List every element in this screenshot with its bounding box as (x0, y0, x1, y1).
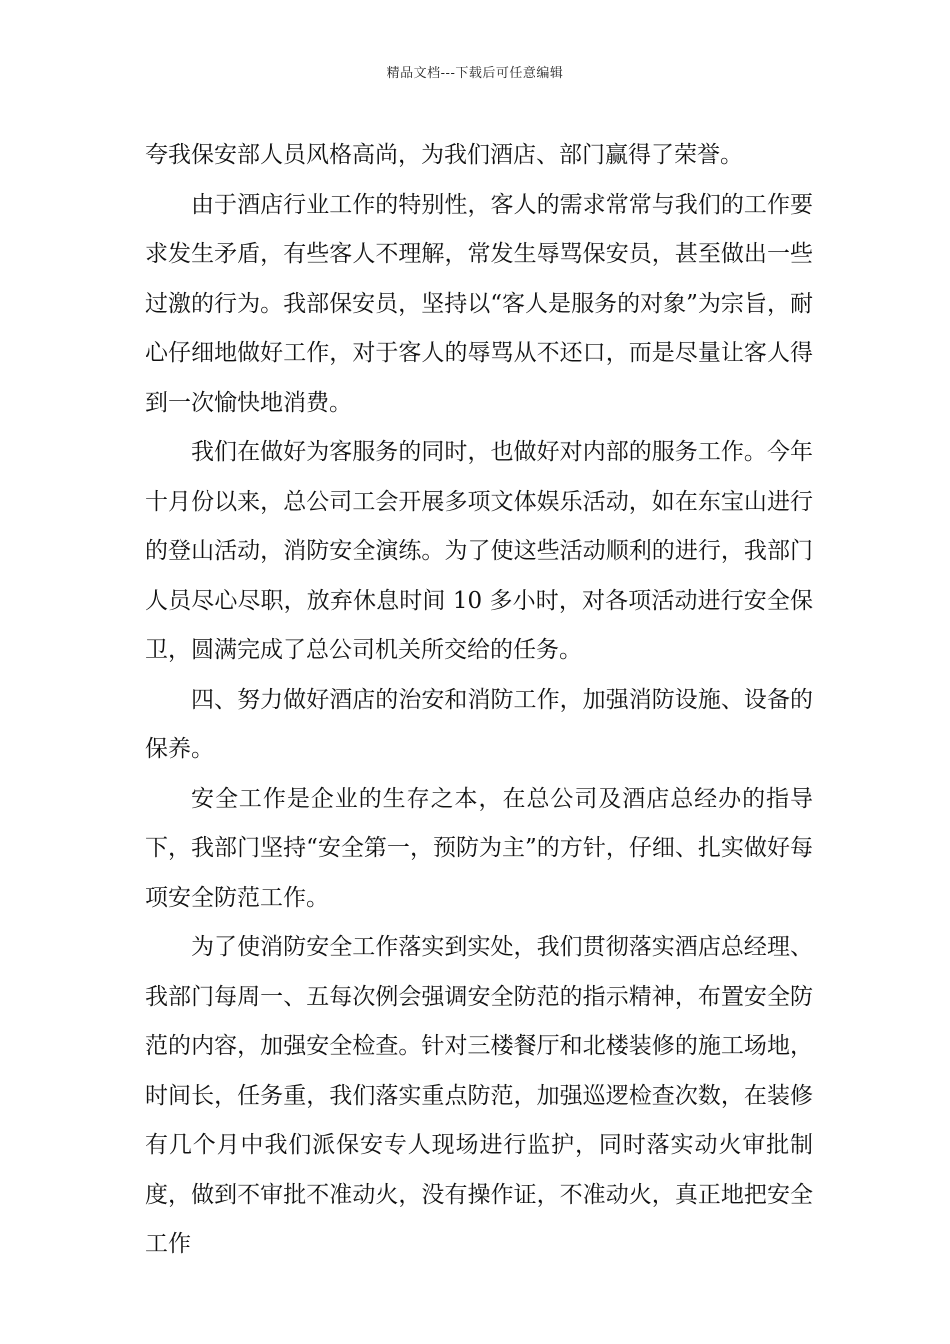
paragraph: 由于酒店行业工作的特别性，客人的需求常常与我们的工作要求发生矛盾，有些客人不理解，常发生辱骂保安员，甚至做出一些过激的行为。我部保安员，坚持以“客人是服务的对象”为宗旨，耐心仔细地做好工作，对于客人的辱骂从不还口，而是尽量让客人得到一次愉快地消费。 (145, 191, 813, 416)
document-body (145, 131, 813, 1270)
paragraph: 夸我保安部人员风格高尚，为我们酒店、部门赢得了荣誉。 (145, 142, 743, 168)
paragraph: 为了使消防安全工作落实到实处，我们贯彻落实酒店总经理、我部门每周一、五每次例会强调安全防范的指示精神，布置安全防范的内容，加强安全检查。针对三楼餐厅和北楼装修的施工场地，时间长，任务重，我们落实重点防范，加强巡逻检查次数，在装修有几个月中我们派保安专人现场进行监护，同时落实动火审批制度，做到不审批不准动火，没有操作证，不准动火，真正地把安全工作 (145, 934, 813, 1257)
page-header: 精品文档---下载后可任意编辑 (386, 66, 564, 81)
paragraph: 我们在做好为客服务的同时，也做好对内部的服务工作。今年十月份以来，总公司工会开展多项文体娱乐活动，如在东宝山进行的登山活动，消防安全演练。为了使这些活动顺利的进行，我部门人员尽心尽职，放弃休息时间 10 多小时，对各项活动进行安全保卫，圆满完成了总公司机关所交给的任务。 (145, 439, 813, 663)
paragraph: 安全工作是企业的生存之本，在总公司及酒店总经办的指导下，我部门坚持“安全第一，预防为主”的方针，仔细、扎实做好每项安全防范工作。 (145, 785, 813, 911)
section-heading-paragraph: 四、努力做好酒店的治安和消防工作，加强消防设施、设备的保养。 (145, 686, 813, 762)
